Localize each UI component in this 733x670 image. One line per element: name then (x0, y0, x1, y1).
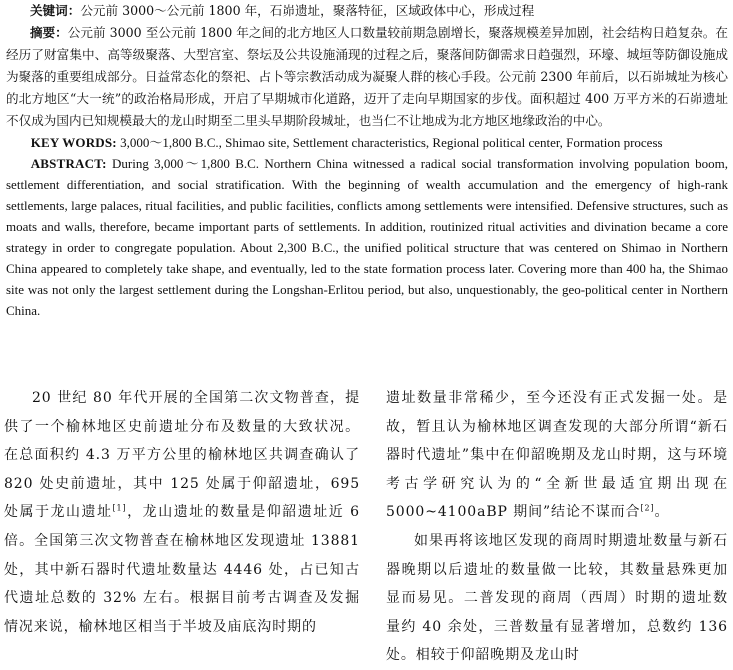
body-column-left (4, 384, 360, 641)
citation-ref[interactable]: [1] (112, 503, 127, 513)
keywords-en-text: 3,000～1,800 B.C., Shimao site, Settlement characteristics, Regional political center, Formation process (116, 135, 663, 150)
keywords-cn-text: 公元前 3000～公元前 1800 年，石峁遗址，聚落特征，区域政体中心，形成过程 (80, 3, 535, 18)
abstract-cn-label: 摘要： (29, 25, 68, 40)
abstract-en (6, 153, 728, 321)
keywords-en (6, 132, 728, 153)
body-text: 遗址数量非常稀少，至今还没有正式发掘一处。是故，暂且认为榆林地区调查发现的大部分所谓“新石器时代遗址”集中在仰韶晚期及龙山时期，这与环境考古学研究认为的“全新世最适宜期出现在 5000~4100aBP 期间”结论不谋而合 (386, 390, 728, 521)
abstract-section (6, 0, 728, 321)
citation-ref[interactable]: [2] (640, 503, 655, 513)
abstract-cn (6, 22, 728, 132)
keywords-cn-label: 关键词： (29, 3, 81, 18)
body-paragraph (386, 384, 728, 527)
body-text: 20 世纪 80 年代开展的全国第二次文物普查，提供了一个榆林地区史前遗址分布及数量的大致状况。在总面积约 4.3 万平方公里的榆林地区共调查确认了 820 处史前遗址，其中 125 处属于仰韶遗址，695 处属于龙山遗址 (4, 390, 360, 521)
keywords-en-label: KEY WORDS: (30, 135, 117, 150)
abstract-en-text: During 3,000～1,800 B.C. Northern China witnessed a radical social transformation involving population boom, settlement differentiation, and social stratification. With the beginning of wealth accumulation and the emergency of high-rank settlements, large palaces, ritual facilities, and public facilities, conflicts among settlements were intensified. Defensive structures, such as moats and walls, therefore, became important parts of settlements. In addition, routinized ritual activities and divination became a core strategy in order to congregate population. About 2,300 B.C., the unified political structure that was centered on Shimao in Northern China appeared to completely take shape, and eventually, led to the state formation process later. Covering more than 400 ha, the Shimao site was not only the largest settlement during the Longshan-Erlitou period, but also, unquestionably, the geo-political center in Northern China. (6, 156, 728, 318)
body-column-right (386, 384, 728, 670)
body-text: 。 (654, 504, 670, 521)
body-paragraph (4, 384, 360, 641)
body-text: ，龙山遗址的数量是仰韶遗址近 6 倍。全国第三次文物普查在榆林地区发现遗址 13881 处，其中新石器时代遗址数量达 4446 处，占已知古代遗址总数的 32% 左右。根据目前考古调查及发掘情况来说，榆林地区相当于半坡及庙底沟时期的 (4, 504, 360, 635)
abstract-cn-text: 公元前 3000 至公元前 1800 年之间的北方地区人口数量较前期急剧增长，聚落规模差异加剧，社会结构日趋复杂。在经历了财富集中、高等级聚落、大型宫室、祭坛及公共设施涌现的过程之后，聚落间防御需求日趋强烈，环壕、城垣等防御设施成为聚落的重要组成部分。日益常态化的祭祀、占卜等宗教活动成为凝聚人群的核心手段。公元前 2300 年前后，以石峁城址为核心的北方地区“大一统”的政治格局形成，开启了早期城市化道路，迈开了走向早期国家的步伐。面积超过 400 万平方米的石峁遗址不仅成为国内已知规模最大的龙山时期至二里头早期阶段城址，也当仁不让地成为北方地区地缘政治的中心。 (6, 25, 729, 128)
keywords-cn (6, 0, 728, 22)
body-text: 如果再将该地区发现的商周时期遗址数量与新石器晚期以后遗址的数量做一比较，其数量悬殊更加显而易见。二普发现的商周（西周）时期的遗址数量约 40 余处，三普数量有显著增加，总数约 136 处。相较于仰韶晚期及龙山时 (386, 532, 728, 664)
body-paragraph (386, 527, 728, 670)
abstract-en-label: ABSTRACT: (30, 156, 107, 171)
